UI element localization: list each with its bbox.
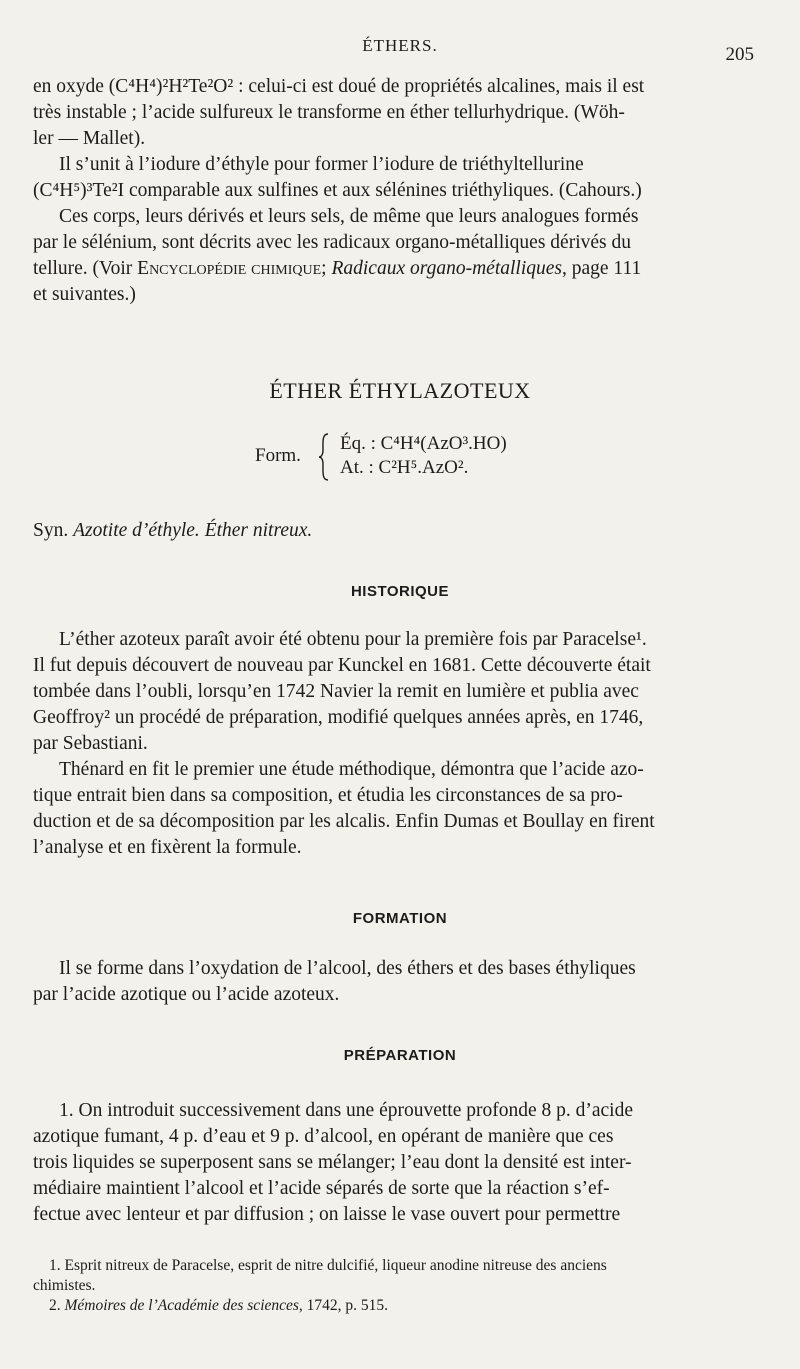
text-line: et suivantes.) — [33, 284, 136, 305]
text-line: L’éther azoteux paraît avoir été obtenu pour la première fois par Paracelse¹. — [59, 629, 647, 650]
synonym-2: Éther nitreux. — [204, 520, 313, 541]
synonyms-prefix: Syn. — [33, 520, 74, 541]
formula-rows — [340, 432, 507, 480]
text-line: médiaire maintient l’alcool et l’acide séparés de sorte que la réaction s’ef- — [33, 1178, 610, 1199]
text-line: tombée dans l’oubli, lorsqu’en 1742 Navier la remit en lumière et publia avec — [33, 681, 639, 702]
footnote-2-title: Mémoires de l’Académie des sciences — [64, 1297, 299, 1314]
page-number: 205 — [725, 44, 754, 65]
text-line: par Sebastiani. — [33, 733, 148, 754]
text-line: tique entrait bien dans sa composition, et étudia les circonstances de sa pro- — [33, 785, 623, 806]
running-title: ÉTHERS. — [362, 36, 438, 55]
text-line: Ces corps, leurs dérivés et leurs sels, de même que leurs analogues formés — [59, 206, 639, 227]
heading-formation: FORMATION — [352, 910, 448, 927]
text-line: duction et de sa décomposition par les alcalis. Enfin Dumas et Boullay en firent — [33, 811, 655, 832]
citation-separator: ; — [321, 258, 332, 279]
brace-icon — [317, 432, 331, 482]
text-line: azotique fumant, 4 p. d’eau et 9 p. d’alcool, en opérant de manière que ces — [33, 1126, 614, 1147]
text-line: Geoffroy² un procédé de préparation, modifié quelques années après, en 1746, — [33, 707, 644, 728]
text-line: fectue avec lenteur et par diffusion ; on laisse le vase ouvert pour permettre — [33, 1204, 621, 1225]
text-line: en oxyde (C⁴H⁴)²H²Te²O² : celui-ci est doué de propriétés alcalines, mais il est — [33, 76, 645, 97]
footnote-1-continued: chimistes. — [33, 1277, 96, 1294]
formula-atomic: At. : C²H⁵.AzO². — [340, 457, 469, 478]
text-line: Il fut depuis découvert de nouveau par Kunckel en 1681. Cette découverte était — [33, 655, 651, 676]
footnote-2 — [33, 1296, 757, 1316]
footnote-2-number: 2. — [49, 1297, 65, 1314]
historique-text — [33, 627, 757, 861]
text-line: Il s’unit à l’iodure d’éthyle pour former l’iodure de triéthyltellurine — [59, 154, 584, 175]
text-line: par le sélénium, sont décrits avec les radicaux organo-métalliques dérivés du — [33, 232, 631, 253]
heading-historique: HISTORIQUE — [350, 583, 450, 600]
text-line: (C⁴H⁵)³Te²I comparable aux sulfines et aux sélénines triéthyliques. (Cahours.) — [33, 180, 642, 201]
text-line: l’analyse et en fixèrent la formule. — [33, 837, 302, 858]
citation-prefix: tellure. (Voir — [33, 258, 138, 279]
footnote-1: 1. Esprit nitreux de Paracelse, esprit de nitre dulcifié, liqueur anodine nitreuse des anciens — [49, 1257, 607, 1274]
text-line: ler — Mallet). — [33, 128, 146, 149]
text-line-with-citation — [33, 256, 757, 282]
text-line: Il se forme dans l’oxydation de l’alcool, des éthers et des bases éthyliques — [59, 958, 636, 979]
synonyms-line — [33, 520, 312, 542]
heading-preparation: PRÉPARATION — [343, 1047, 457, 1064]
footnote-2-reference: , 1742, p. 515. — [298, 1297, 389, 1314]
text-line: très instable ; l’acide sulfureux le transforme en éther tellurhydrique. (Wöh- — [33, 102, 625, 123]
synonym-1: Azotite d’éthyle. — [73, 520, 200, 541]
encyclopedie-reference: Encyclopédie chimique — [137, 258, 322, 279]
formation-text — [33, 956, 757, 1008]
text-line: trois liquides se superposent sans se mélanger; l’eau dont la densité est inter- — [33, 1152, 632, 1173]
footnotes — [33, 1256, 757, 1316]
text-line: 1. On introduit successivement dans une éprouvette profonde 8 p. d’acide — [59, 1100, 634, 1121]
text-line: Thénard en fit le premier une étude méthodique, démontra que l’acide azo- — [59, 759, 644, 780]
citation-title: Radicaux organo-métalliques — [331, 258, 562, 279]
formula-equivalent: Éq. : C⁴H⁴(AzO³.HO) — [340, 433, 507, 454]
text-line: par l’acide azotique ou l’acide azoteux. — [33, 984, 340, 1005]
citation-page: , page 111 — [562, 258, 642, 279]
formula-label: Form. — [255, 445, 301, 466]
intro-text — [33, 74, 757, 308]
preparation-text — [33, 1098, 757, 1228]
section-title: ÉTHER ÉTHYLAZOTEUX — [269, 378, 531, 403]
